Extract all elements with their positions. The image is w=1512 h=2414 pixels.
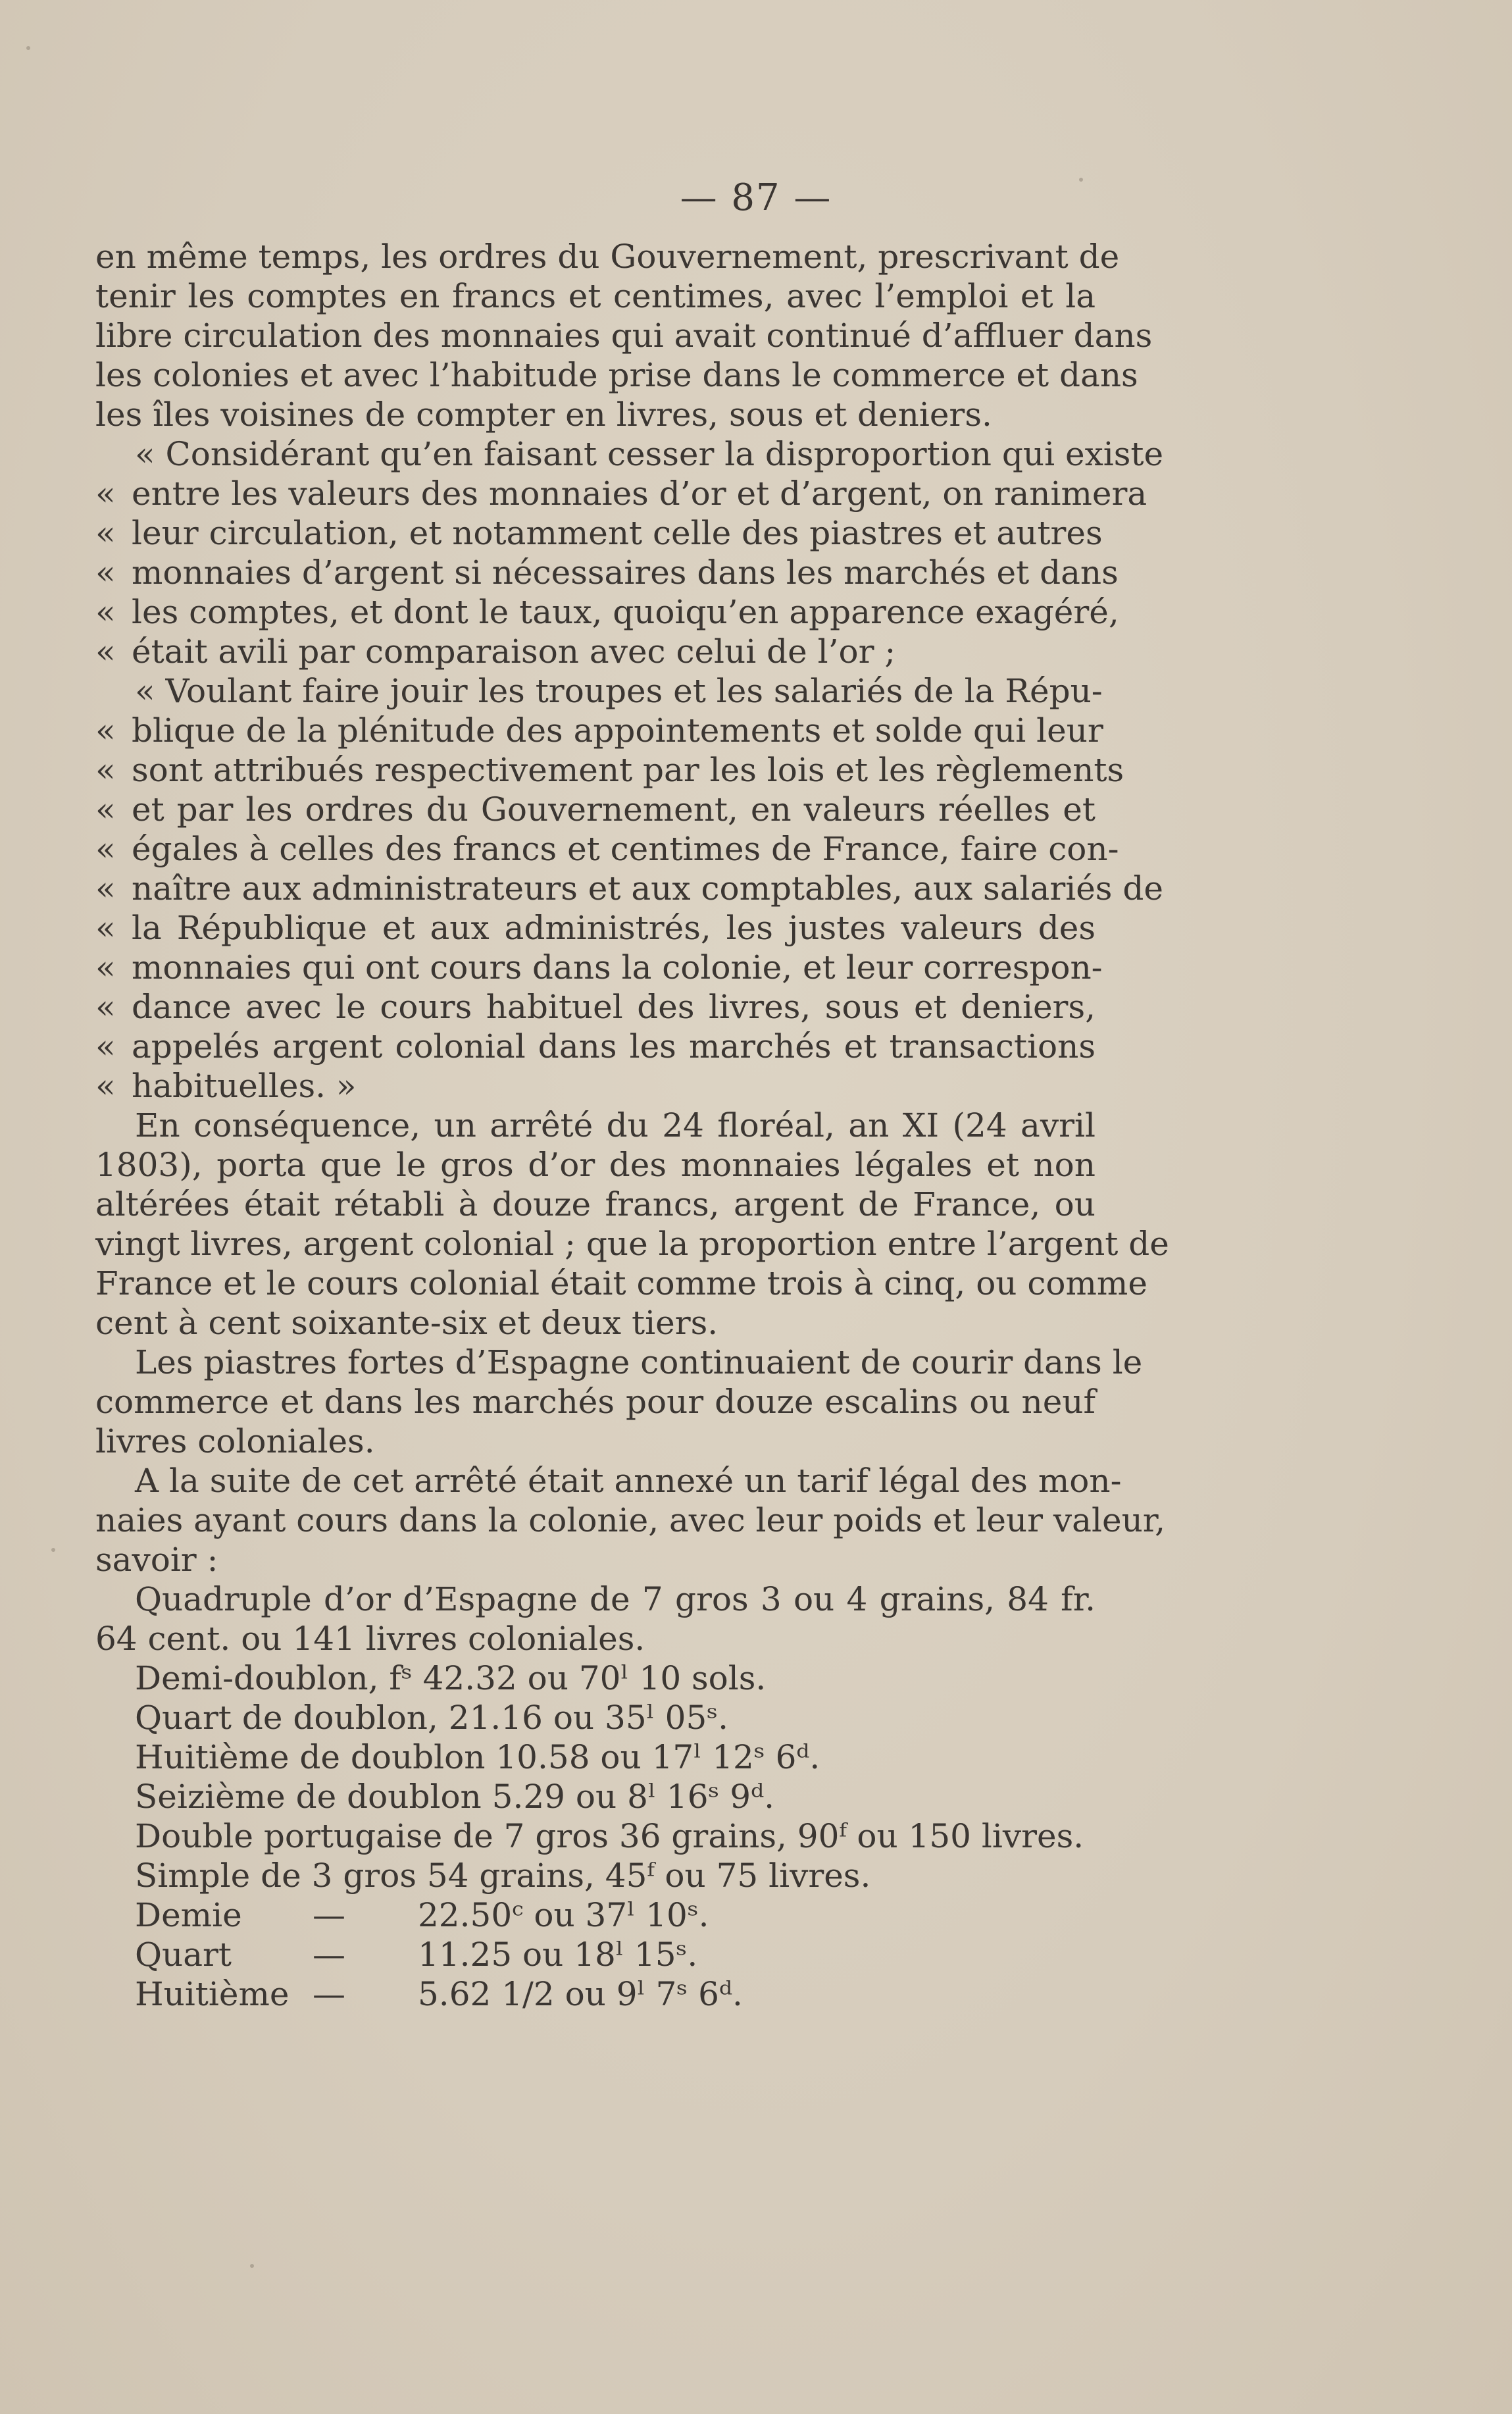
coin-value: 22.50ᶜ ou 37ˡ 10ˢ. xyxy=(418,1896,709,1934)
text-line: 1803), porta que le gros d’or des monnaies légales et non xyxy=(95,1146,1096,1184)
quote-line: « Considérant qu’en faisant cesser la disproportion qui existe xyxy=(135,435,1164,473)
tarif-table-row xyxy=(95,1974,1096,2014)
text-line: naies ayant cours dans la colonie, avec leur poids et leur valeur, xyxy=(95,1501,1166,1539)
quote-line: « et par les ordres du Gouvernement, en valeurs réelles et xyxy=(95,790,1096,829)
quote-line: « était avili par comparaison avec celui de l’or ; xyxy=(95,632,896,671)
text-line: les îles voisines de compter en livres, sous et deniers. xyxy=(95,396,992,434)
tarif-line: Seizième de doublon 5.29 ou 8ˡ 16ˢ 9ᵈ. xyxy=(135,1778,774,1816)
quote-line: « naître aux administrateurs et aux comptables, aux salariés de xyxy=(95,869,1163,908)
coin-name: Quart xyxy=(135,1936,232,1974)
paper-speck xyxy=(51,1548,55,1552)
tarif-line: 64 cent. ou 141 livres coloniales. xyxy=(95,1620,645,1658)
quote-line: « blique de la plénitude des appointements et solde qui leur xyxy=(95,711,1103,750)
tarif-line: Quadruple d’or d’Espagne de 7 gros 3 ou 4 grains, 84 fr. xyxy=(135,1580,1096,1618)
tarif-line: Huitième de doublon 10.58 ou 17ˡ 12ˢ 6ᵈ. xyxy=(135,1738,820,1776)
text-line: cent à cent soixante-six et deux tiers. xyxy=(95,1304,718,1342)
tarif-line: Double portugaise de 7 gros 36 grains, 90ᶠ ou 150 livres. xyxy=(135,1817,1084,1855)
quote-line: « sont attribués respectivement par les lois et les règlements xyxy=(95,751,1124,789)
text-line: France et le cours colonial était comme trois à cinq, ou comme xyxy=(95,1264,1147,1302)
coin-name: Huitième xyxy=(135,1975,290,2013)
tarif-table-row xyxy=(95,1935,1096,1974)
text-line: tenir les comptes en francs et centimes, avec l’emploi et la xyxy=(95,277,1096,315)
text-line: libre circulation des monnaies qui avait continué d’affluer dans xyxy=(95,317,1153,355)
quote-line: « habituelles. » xyxy=(95,1067,357,1105)
quote-line: « égales à celles des francs et centimes de France, faire con- xyxy=(95,830,1119,868)
text-line: les colonies et avec l’habitude prise dans le commerce et dans xyxy=(95,356,1138,394)
main-text xyxy=(95,237,1169,2014)
quote-line: « leur circulation, et notamment celle des piastres et autres xyxy=(95,514,1103,552)
ditto-dash: — xyxy=(313,1975,345,2013)
quote-line: « appelés argent colonial dans les marchés et transactions xyxy=(95,1027,1096,1066)
text-line: en même temps, les ordres du Gouvernement, prescrivant de xyxy=(95,238,1120,276)
quote-line: « entre les valeurs des monnaies d’or et d’argent, on ranimera xyxy=(95,475,1147,513)
text-line: En conséquence, un arrêté du 24 floréal, an XI (24 avril xyxy=(135,1106,1096,1144)
text-line: A la suite de cet arrêté était annexé un tarif légal des mon- xyxy=(135,1462,1122,1500)
quote-line: « monnaies d’argent si nécessaires dans les marchés et dans xyxy=(95,553,1119,592)
quote-line: « Voulant faire jouir les troupes et les salariés de la Répu- xyxy=(135,672,1103,710)
tarif-line: Quart de doublon, 21.16 ou 35ˡ 05ˢ. xyxy=(135,1699,729,1737)
text-line: vingt livres, argent colonial ; que la proportion entre l’argent de xyxy=(95,1225,1169,1263)
tarif-line: Simple de 3 gros 54 grains, 45ᶠ ou 75 livres. xyxy=(135,1857,871,1895)
quote-line: « les comptes, et dont le taux, quoiqu’en apparence exagéré, xyxy=(95,593,1119,631)
ditto-dash: — xyxy=(313,1896,345,1934)
coin-name: Demie xyxy=(135,1896,242,1934)
coin-value: 5.62 1/2 ou 9ˡ 7ˢ 6ᵈ. xyxy=(418,1975,743,2013)
paper-speck xyxy=(26,46,30,50)
quote-line: « la République et aux administrés, les justes valeurs des xyxy=(95,909,1096,947)
text-line: altérées était rétabli à douze francs, argent de France, ou xyxy=(95,1185,1096,1223)
quote-line: « monnaies qui ont cours dans la colonie, et leur correspon- xyxy=(95,948,1103,987)
quote-line: « dance avec le cours habituel des livres, sous et deniers, xyxy=(95,988,1096,1026)
tarif-table-row xyxy=(95,1895,1096,1935)
text-line: livres coloniales. xyxy=(95,1422,375,1460)
ditto-dash: — xyxy=(313,1936,345,1974)
tarif-line: Demi-doublon, fˢ 42.32 ou 70ˡ 10 sols. xyxy=(135,1659,767,1697)
text-line: Les piastres fortes d’Espagne continuaient de courir dans le xyxy=(135,1343,1143,1381)
page-number: — 87 — xyxy=(680,176,832,219)
text-line: commerce et dans les marchés pour douze escalins ou neuf xyxy=(95,1383,1096,1421)
coin-value: 11.25 ou 18ˡ 15ˢ. xyxy=(418,1936,698,1974)
paper-speck xyxy=(250,2264,254,2268)
text-line: savoir : xyxy=(95,1541,218,1579)
